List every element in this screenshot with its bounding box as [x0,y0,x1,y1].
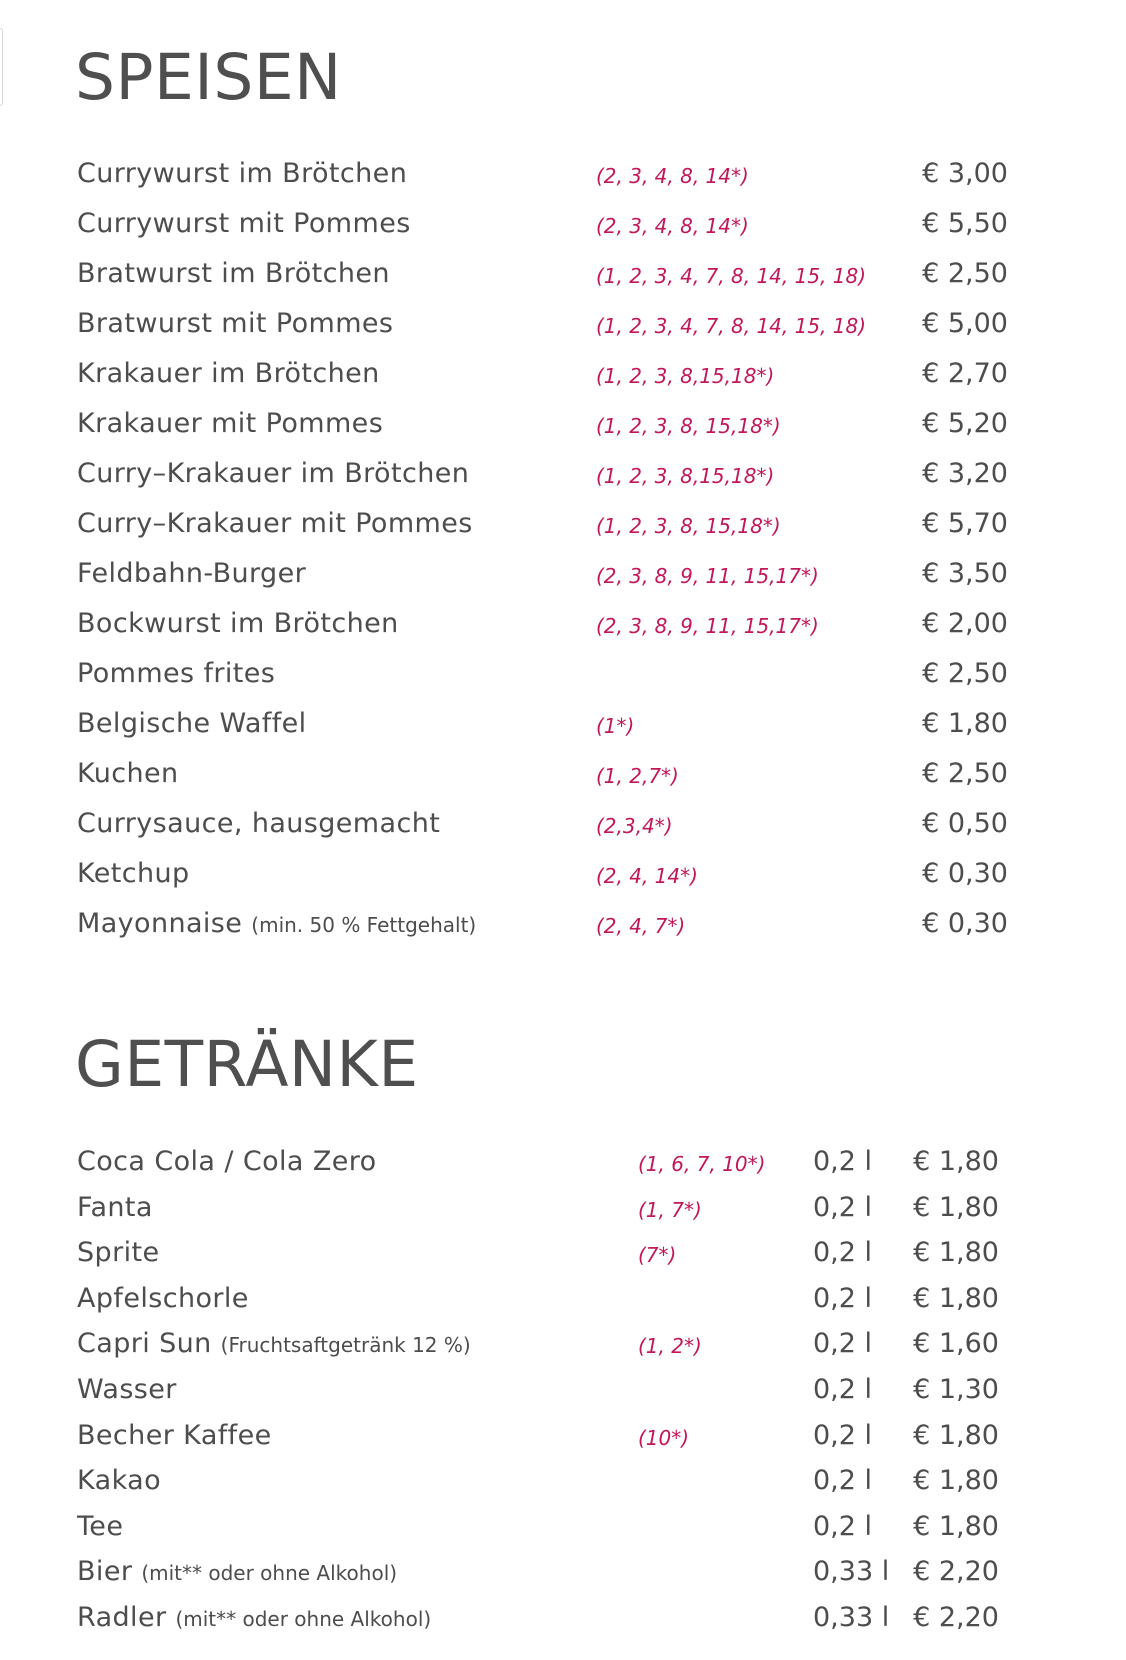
item-price: € 2,50 [922,658,1008,689]
item-allergens: (1, 2, 3, 8,15,18*) [596,464,775,488]
item-note: (min. 50 % Fettgehalt) [251,913,477,937]
item-allergens: (1, 7*) [638,1197,702,1222]
food-item [0,557,1126,607]
item-price: € 1,80 [913,1237,999,1269]
item-price: € 1,80 [922,708,1008,739]
item-price: € 1,80 [913,1465,999,1497]
item-note: (Fruchtsaftgetränk 12 %) [220,1333,471,1358]
item-volume: 0,2 l [813,1328,873,1360]
item-name [77,1236,159,1270]
food-item [0,507,1126,557]
item-price: € 0,30 [922,858,1008,889]
item-allergens: (1, 2,7*) [596,764,679,788]
item-price: € 0,50 [922,808,1008,839]
drink-item [0,1282,1126,1328]
item-name-text: Belgische Waffel [77,708,307,739]
food-item [0,707,1126,757]
item-price: € 1,80 [913,1419,999,1451]
item-name-text: Kakao [77,1465,162,1497]
item-allergens: (2, 4, 14*) [596,864,698,888]
item-name [77,1601,431,1636]
item-allergens: (1, 6, 7, 10*) [638,1152,766,1176]
item-allergens: (10*) [638,1425,690,1450]
food-item [0,607,1126,657]
food-item [0,257,1126,307]
item-price: € 3,20 [922,458,1008,489]
item-allergens: (1*) [596,714,635,738]
item-name [77,157,407,191]
item-price: € 3,50 [922,558,1008,589]
item-volume: 0,2 l [813,1510,873,1542]
item-volume: 0,2 l [813,1373,873,1405]
food-item [0,757,1126,807]
food-item [0,457,1126,507]
item-name-text: Apfelschorle [77,1282,249,1314]
item-allergens: (2, 3, 8, 9, 11, 15,17*) [596,614,819,638]
item-name-text: Kuchen [77,758,179,789]
item-volume: 0,33 l [813,1601,890,1633]
item-name-text: Mayonnaise [77,908,243,939]
item-name-text: Wasser [77,1373,177,1405]
item-allergens: (2, 3, 4, 8, 14*) [596,164,749,188]
item-name-text: Currywurst im Brötchen [77,158,408,189]
item-name-text: Fanta [77,1191,153,1223]
food-list [0,157,1126,957]
item-price: € 1,80 [913,1146,999,1177]
item-name [77,1373,177,1407]
item-allergens: (1, 2, 3, 4, 7, 8, 14, 15, 18) [596,264,867,288]
item-name-text: Curry–Krakauer mit Pommes [77,508,473,539]
item-name [77,1419,272,1453]
food-heading: SPEISEN [75,41,342,114]
item-volume: 0,2 l [813,1237,873,1269]
item-price: € 3,00 [922,158,1008,189]
item-name-text: Coca Cola / Cola Zero [77,1146,377,1177]
drink-item [0,1510,1126,1556]
item-name-text: Currysauce, hausgemacht [77,808,441,839]
item-name [77,757,179,791]
item-name [77,807,440,841]
item-volume: 0,2 l [813,1282,873,1314]
item-name [77,907,476,942]
drink-item [0,1327,1126,1373]
item-price: € 1,30 [913,1373,999,1405]
item-name [77,857,190,891]
item-name-text: Curry–Krakauer im Brötchen [77,458,470,489]
item-name [77,507,473,541]
item-allergens: (2,3,4*) [596,814,673,838]
drink-item [0,1464,1126,1510]
item-name-text: Krakauer mit Pommes [77,408,384,439]
item-name-text: Ketchup [77,858,190,889]
food-item [0,157,1126,207]
item-volume: 0,33 l [813,1556,890,1588]
item-note: (mit** oder ohne Alkohol) [175,1606,432,1631]
item-name [77,1191,153,1225]
drinks-list [0,1145,1126,1647]
item-price: € 1,80 [913,1510,999,1542]
item-name [77,1464,161,1498]
item-volume: 0,2 l [813,1191,873,1223]
item-name-text: Currywurst mit Pommes [77,208,411,239]
item-name-text: Bratwurst mit Pommes [77,308,394,339]
food-item [0,657,1126,707]
drink-item [0,1236,1126,1282]
item-name [77,707,307,741]
item-name [77,607,399,641]
item-name [77,1282,249,1316]
food-item [0,207,1126,257]
item-name-text: Pommes frites [77,658,276,689]
drink-item [0,1191,1126,1237]
item-name-text: Capri Sun [77,1328,212,1360]
item-allergens: (2, 4, 7*) [596,914,686,938]
item-price: € 5,70 [922,508,1008,539]
food-item [0,407,1126,457]
item-price: € 5,20 [922,408,1008,439]
item-allergens: (1, 2*) [638,1334,702,1359]
item-name [77,257,390,291]
item-name [77,1555,397,1590]
item-price: € 1,80 [913,1282,999,1314]
food-item [0,907,1126,957]
item-name-text: Tee [77,1510,124,1542]
item-price: € 2,20 [913,1601,999,1633]
item-name [77,1145,377,1179]
item-price: € 2,20 [913,1556,999,1588]
item-price: € 2,70 [922,358,1008,389]
food-item [0,357,1126,407]
item-price: € 1,60 [913,1328,999,1360]
drink-item [0,1601,1126,1647]
item-allergens: (1, 2, 3, 8, 15,18*) [596,514,781,538]
item-note: (mit** oder ohne Alkohol) [141,1561,398,1586]
item-name [77,1510,123,1544]
item-name [77,207,411,241]
drink-item [0,1419,1126,1465]
item-allergens: (2, 3, 8, 9, 11, 15,17*) [596,564,819,588]
item-allergens: (2, 3, 4, 8, 14*) [596,214,749,238]
item-name-text: Becher Kaffee [77,1419,272,1451]
item-name [77,657,275,691]
edge-tab [0,28,3,106]
item-name [77,307,393,341]
item-name [77,557,306,591]
item-name-text: Feldbahn-Burger [77,558,307,589]
item-allergens: (1, 2, 3, 4, 7, 8, 14, 15, 18) [596,314,867,338]
food-item [0,807,1126,857]
item-price: € 2,50 [922,758,1008,789]
item-name [77,357,380,391]
item-name-text: Radler [77,1601,167,1633]
item-name [77,407,383,441]
item-volume: 0,2 l [813,1146,873,1177]
drink-item [0,1555,1126,1601]
item-price: € 5,50 [922,208,1008,239]
item-name [77,457,469,491]
item-name-text: Krakauer im Brötchen [77,358,380,389]
item-price: € 1,80 [913,1191,999,1223]
item-volume: 0,2 l [813,1465,873,1497]
drinks-heading: GETRÄNKE [75,1028,419,1101]
item-price: € 0,30 [922,908,1008,939]
item-allergens: (1, 2, 3, 8, 15,18*) [596,414,781,438]
item-price: € 5,00 [922,308,1008,339]
item-name-text: Bier [77,1556,133,1588]
item-price: € 2,50 [922,258,1008,289]
item-price: € 2,00 [922,608,1008,639]
item-name-text: Bratwurst im Brötchen [77,258,390,289]
drink-item [0,1145,1126,1191]
food-item [0,857,1126,907]
item-allergens: (7*) [638,1243,677,1268]
item-name [77,1327,471,1362]
item-name-text: Bockwurst im Brötchen [77,608,399,639]
item-name-text: Sprite [77,1237,160,1269]
item-allergens: (1, 2, 3, 8,15,18*) [596,364,775,388]
drink-item [0,1373,1126,1419]
food-item [0,307,1126,357]
item-volume: 0,2 l [813,1419,873,1451]
